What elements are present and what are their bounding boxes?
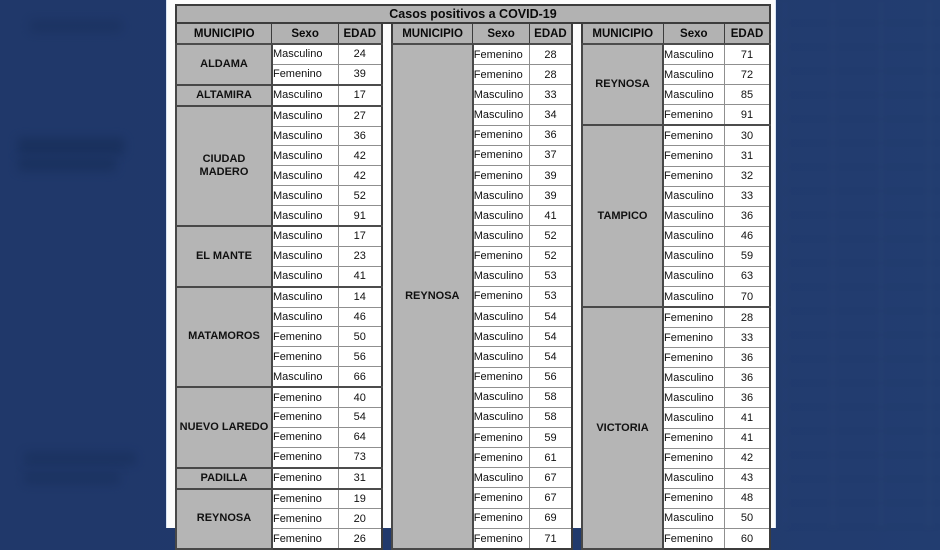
sexo-cell: Masculino (473, 307, 530, 327)
edad-cell: 41 (529, 206, 572, 226)
sexo-cell: Masculino (663, 226, 724, 246)
sexo-cell: Masculino (473, 105, 530, 125)
background-blurred-text (30, 20, 122, 32)
sexo-cell: Femenino (473, 44, 530, 65)
sexo-cell: Femenino (272, 408, 338, 428)
edad-cell: 41 (338, 266, 382, 286)
edad-cell: 24 (338, 44, 382, 64)
sexo-cell: Femenino (663, 307, 724, 328)
sexo-cell: Masculino (272, 206, 338, 226)
sexo-cell: Masculino (663, 246, 724, 266)
sexo-cell: Femenino (272, 447, 338, 467)
municipio-cell: ALDAMA (176, 44, 272, 85)
edad-cell: 53 (529, 266, 572, 286)
edad-cell: 23 (338, 246, 382, 266)
sexo-cell: Masculino (272, 85, 338, 106)
municipio-cell: REYNOSA (582, 44, 663, 125)
table-row (582, 125, 770, 146)
edad-cell: 33 (725, 186, 770, 206)
background-blurred-text (18, 158, 116, 171)
municipio-cell: TAMPICO (582, 125, 663, 307)
edad-cell: 54 (529, 307, 572, 327)
municipio-cell: VICTORIA (582, 307, 663, 549)
municipio-cell: REYNOSA (176, 489, 272, 550)
table-row (176, 387, 382, 407)
municipio-cell: MATAMOROS (176, 287, 272, 387)
edad-cell: 14 (338, 287, 382, 307)
table-title: Casos positivos a COVID-19 (175, 4, 771, 24)
sexo-cell: Masculino (473, 226, 530, 246)
municipio-cell: NUEVO LAREDO (176, 387, 272, 468)
sexo-cell: Femenino (473, 125, 530, 145)
edad-cell: 52 (338, 186, 382, 206)
edad-cell: 53 (529, 286, 572, 306)
edad-cell: 66 (338, 367, 382, 387)
column-header-edad: EDAD (529, 23, 572, 44)
edad-cell: 58 (529, 387, 572, 407)
edad-cell: 67 (529, 468, 572, 488)
column-header-sexo: Sexo (473, 23, 530, 44)
edad-cell: 31 (725, 146, 770, 166)
sexo-cell: Masculino (473, 206, 530, 226)
table-row (176, 44, 382, 64)
edad-cell: 60 (725, 528, 770, 549)
edad-cell: 28 (529, 65, 572, 85)
column-header-sexo: Sexo (663, 23, 724, 44)
sexo-cell: Masculino (663, 468, 724, 488)
sexo-cell: Masculino (663, 266, 724, 286)
edad-cell: 56 (338, 347, 382, 367)
header-row (392, 23, 572, 44)
sexo-cell: Masculino (272, 106, 338, 126)
table-groups (175, 22, 771, 550)
municipio-cell: ALTAMIRA (176, 85, 272, 106)
edad-cell: 20 (338, 509, 382, 529)
edad-cell: 56 (529, 367, 572, 387)
column-header-edad: EDAD (725, 23, 770, 44)
edad-cell: 40 (338, 387, 382, 407)
edad-cell: 41 (725, 408, 770, 428)
sexo-cell: Masculino (272, 246, 338, 266)
sexo-cell: Masculino (663, 186, 724, 206)
sexo-cell: Masculino (473, 387, 530, 407)
sexo-cell: Femenino (272, 427, 338, 447)
edad-cell: 48 (725, 488, 770, 508)
edad-cell: 28 (529, 44, 572, 65)
table-row (582, 44, 770, 65)
sexo-cell: Femenino (473, 367, 530, 387)
edad-cell: 31 (338, 468, 382, 489)
table-row (176, 85, 382, 106)
edad-cell: 91 (338, 206, 382, 226)
edad-cell: 42 (725, 448, 770, 468)
sexo-cell: Femenino (663, 105, 724, 126)
edad-cell: 19 (338, 489, 382, 509)
cases-table-group-3 (581, 22, 771, 550)
cases-table-group-2 (391, 22, 573, 550)
edad-cell: 46 (338, 307, 382, 327)
sexo-cell: Masculino (663, 206, 724, 226)
sexo-cell: Femenino (272, 489, 338, 509)
edad-cell: 85 (725, 85, 770, 105)
edad-cell: 36 (338, 126, 382, 146)
sexo-cell: Femenino (272, 327, 338, 347)
edad-cell: 36 (725, 388, 770, 408)
edad-cell: 36 (725, 368, 770, 388)
edad-cell: 52 (529, 226, 572, 246)
edad-cell: 17 (338, 85, 382, 106)
sexo-cell: Femenino (473, 448, 530, 468)
edad-cell: 34 (529, 105, 572, 125)
cases-table-group-1 (175, 22, 383, 550)
table-row (392, 44, 572, 65)
sexo-cell: Masculino (473, 407, 530, 427)
edad-cell: 63 (725, 266, 770, 286)
sexo-cell: Femenino (663, 328, 724, 348)
sexo-cell: Femenino (473, 508, 530, 528)
sexo-cell: Masculino (473, 468, 530, 488)
edad-cell: 42 (338, 166, 382, 186)
sexo-cell: Masculino (663, 408, 724, 428)
edad-cell: 59 (529, 427, 572, 447)
edad-cell: 36 (725, 206, 770, 226)
sexo-cell: Masculino (663, 286, 724, 307)
sexo-cell: Masculino (473, 85, 530, 105)
sexo-cell: Femenino (473, 246, 530, 266)
background-blurred-text (24, 472, 120, 484)
table-row (582, 307, 770, 328)
municipio-cell: CIUDAD MADERO (176, 106, 272, 226)
content-card (166, 0, 776, 545)
edad-cell: 67 (529, 488, 572, 508)
edad-cell: 71 (529, 528, 572, 549)
edad-cell: 72 (725, 65, 770, 85)
header-row (176, 23, 382, 44)
edad-cell: 54 (529, 347, 572, 367)
edad-cell: 59 (725, 246, 770, 266)
edad-cell: 41 (725, 428, 770, 448)
edad-cell: 50 (725, 508, 770, 528)
sexo-cell: Masculino (272, 266, 338, 286)
edad-cell: 61 (529, 448, 572, 468)
municipio-cell: PADILLA (176, 468, 272, 489)
edad-cell: 36 (725, 348, 770, 368)
background-blurred-table (784, 0, 940, 528)
edad-cell: 33 (725, 328, 770, 348)
sexo-cell: Masculino (663, 388, 724, 408)
sexo-cell: Femenino (272, 468, 338, 489)
sexo-cell: Masculino (272, 367, 338, 387)
edad-cell: 17 (338, 226, 382, 246)
sexo-cell: Femenino (663, 348, 724, 368)
column-header-municipio: MUNICIPIO (176, 23, 272, 44)
sexo-cell: Masculino (473, 186, 530, 206)
edad-cell: 70 (725, 286, 770, 307)
sexo-cell: Masculino (663, 65, 724, 85)
sexo-cell: Femenino (272, 347, 338, 367)
sexo-cell: Masculino (663, 85, 724, 105)
sexo-cell: Masculino (272, 44, 338, 64)
sexo-cell: Femenino (663, 146, 724, 166)
sexo-cell: Femenino (663, 166, 724, 186)
edad-cell: 50 (338, 327, 382, 347)
edad-cell: 43 (725, 468, 770, 488)
edad-cell: 64 (338, 427, 382, 447)
edad-cell: 91 (725, 105, 770, 126)
edad-cell: 54 (338, 408, 382, 428)
sexo-cell: Masculino (663, 508, 724, 528)
sexo-cell: Femenino (473, 488, 530, 508)
sexo-cell: Femenino (473, 528, 530, 549)
header-row (582, 23, 770, 44)
sexo-cell: Femenino (473, 165, 530, 185)
sexo-cell: Masculino (473, 327, 530, 347)
sexo-cell: Femenino (272, 509, 338, 529)
edad-cell: 32 (725, 166, 770, 186)
edad-cell: 69 (529, 508, 572, 528)
column-header-municipio: MUNICIPIO (392, 23, 473, 44)
table-row (176, 287, 382, 307)
table-row (176, 489, 382, 509)
sexo-cell: Femenino (663, 428, 724, 448)
sexo-cell: Masculino (272, 146, 338, 166)
sexo-cell: Femenino (272, 64, 338, 84)
edad-cell: 71 (725, 44, 770, 65)
sexo-cell: Femenino (473, 286, 530, 306)
column-header-edad: EDAD (338, 23, 382, 44)
sexo-cell: Femenino (272, 529, 338, 549)
sexo-cell: Masculino (272, 166, 338, 186)
edad-cell: 73 (338, 447, 382, 467)
sexo-cell: Masculino (272, 126, 338, 146)
edad-cell: 26 (338, 529, 382, 549)
sexo-cell: Masculino (663, 368, 724, 388)
table-row (176, 106, 382, 126)
municipio-cell: EL MANTE (176, 226, 272, 287)
edad-cell: 58 (529, 407, 572, 427)
edad-cell: 54 (529, 327, 572, 347)
edad-cell: 39 (529, 186, 572, 206)
sexo-cell: Femenino (663, 125, 724, 146)
edad-cell: 37 (529, 145, 572, 165)
sexo-cell: Femenino (473, 65, 530, 85)
sexo-cell: Femenino (473, 145, 530, 165)
edad-cell: 28 (725, 307, 770, 328)
edad-cell: 30 (725, 125, 770, 146)
edad-cell: 46 (725, 226, 770, 246)
sexo-cell: Masculino (272, 226, 338, 246)
sexo-cell: Femenino (663, 448, 724, 468)
edad-cell: 42 (338, 146, 382, 166)
municipio-cell: REYNOSA (392, 44, 473, 549)
background-blurred-text (24, 452, 136, 465)
sexo-cell: Masculino (272, 186, 338, 206)
edad-cell: 33 (529, 85, 572, 105)
background-blurred-text (18, 138, 124, 154)
sexo-cell: Femenino (663, 488, 724, 508)
column-header-municipio: MUNICIPIO (582, 23, 663, 44)
edad-cell: 39 (338, 64, 382, 84)
sexo-cell: Masculino (272, 307, 338, 327)
edad-cell: 36 (529, 125, 572, 145)
sexo-cell: Masculino (473, 347, 530, 367)
sexo-cell: Masculino (663, 44, 724, 65)
sexo-cell: Masculino (473, 266, 530, 286)
table-row (176, 468, 382, 489)
edad-cell: 52 (529, 246, 572, 266)
sexo-cell: Femenino (663, 528, 724, 549)
sexo-cell: Masculino (272, 287, 338, 307)
sexo-cell: Femenino (473, 427, 530, 447)
covid-cases-table (175, 4, 771, 550)
table-row (176, 226, 382, 246)
edad-cell: 27 (338, 106, 382, 126)
sexo-cell: Femenino (272, 387, 338, 407)
column-header-sexo: Sexo (272, 23, 338, 44)
edad-cell: 39 (529, 165, 572, 185)
